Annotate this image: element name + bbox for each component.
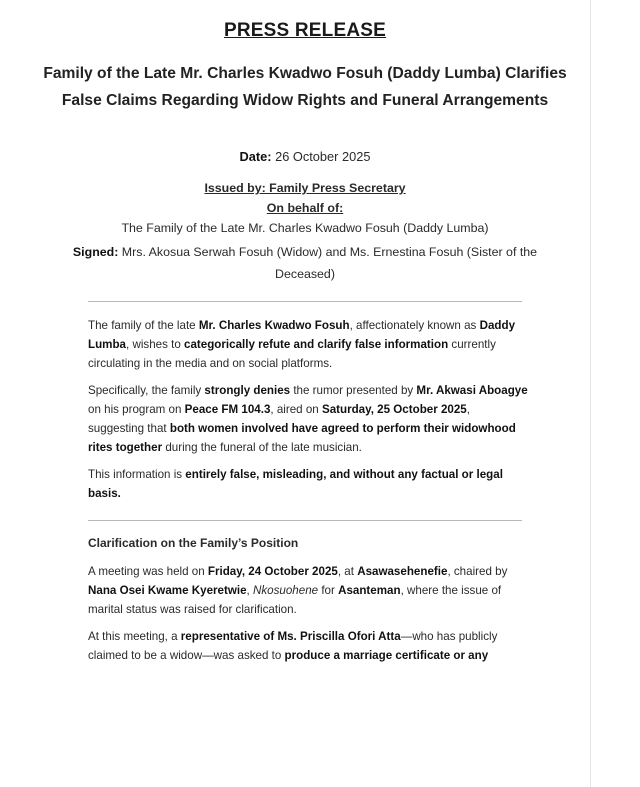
release-date xyxy=(0,147,610,167)
signed-value: Mrs. Akosua Serwah Fosuh (Widow) and Ms. Ernestina Fosuh (Sister of the Deceased) xyxy=(118,245,538,281)
divider xyxy=(88,301,522,302)
document-title: PRESS RELEASE xyxy=(223,20,387,41)
document-subtitle: Family of the Late Mr. Charles Kwadwo Fosuh (Daddy Lumba) Clarifies False Claims Regarding Widow Rights and Funeral Arrangements xyxy=(43,65,567,109)
paragraph-false-info: This information is entirely false, misleading, and without any factual or legal basis. xyxy=(88,468,503,500)
paragraph-denial: Specifically, the family strongly denies the rumor presented by Mr. Akwasi Aboagye on his program on Peace FM 104.3, aired on Saturday, 25 October 2025, suggesting that both women involved have agreed to perform their widowhood rites together during the funeral of the late musician. xyxy=(88,384,528,454)
issued-by: Issued by: Family Press Secretary xyxy=(204,181,406,195)
signed-label: Signed: xyxy=(72,245,119,259)
divider xyxy=(88,520,522,521)
paragraph-representative: At this meeting, a representative of Ms. Priscilla Ofori Atta—who has publicly claimed to be a widow—was asked to produce a marriage certificate or any xyxy=(88,630,498,662)
on-behalf-value: The Family of the Late Mr. Charles Kwadwo Fosuh (Daddy Lumba) xyxy=(121,221,489,235)
section-heading: Clarification on the Family’s Position xyxy=(88,536,299,550)
page-edge-shadow xyxy=(590,0,591,787)
paragraph-intro: The family of the late Mr. Charles Kwadwo Fosuh, affectionately known as Daddy Lumba, wishes to categorically refute and clarify false information currently circulating in the media and on social platforms. xyxy=(88,319,516,370)
date-value: 26 October 2025 xyxy=(271,149,371,164)
date-label: Date: xyxy=(239,149,272,164)
paragraph-meeting: A meeting was held on Friday, 24 October 2025, at Asawasehenefie, chaired by Nana Osei Kwame Kyeretwie, Nkosuohene for Asanteman, where the issue of marital status was raised for clarification. xyxy=(88,565,508,616)
signatories xyxy=(0,241,610,285)
on-behalf-label: On behalf of: xyxy=(266,201,344,215)
